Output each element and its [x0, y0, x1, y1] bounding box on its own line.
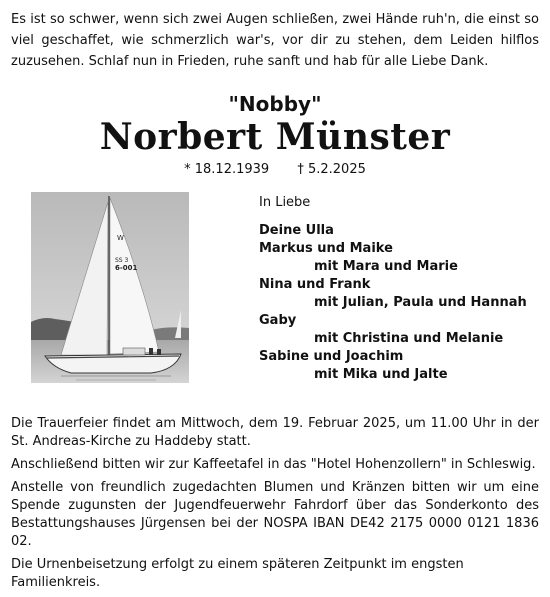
sailboat-photo — [31, 192, 189, 383]
burial-text: Die Urnenbeisetzung erfolgt zu einem späteren Zeitpunkt im engsten Familienkreis. — [11, 557, 464, 590]
mourner-row: Sabine und Joachim — [259, 349, 404, 364]
mourner-row: Gaby — [259, 313, 297, 328]
mourner-row: mit Mika und Jalte — [314, 367, 448, 382]
mourners-heading: In Liebe — [259, 195, 311, 210]
life-dates — [0, 161, 550, 179]
mourner-row: Deine Ulla — [259, 223, 334, 238]
mourner-rows — [259, 222, 529, 384]
deceased-nickname: "Nobby" — [228, 92, 322, 116]
donation-text: Anstelle von freundlich zugedachten Blumen und Kränzen bitten wir um eine Spende zugunsten der Jugendfeuerwehr Fahrdorf über das Sonderkonto des Bestattungshauses Jürgensen bei der NOSPA IBAN DE42 2175 0000 0121 1836 02. — [11, 480, 539, 549]
reception-text: Anschließend bitten wir zur Kaffeetafel in das "Hotel Hohenzollern" in Schleswig. — [11, 457, 536, 472]
deceased-name: Norbert Münster — [99, 116, 451, 158]
mourner-row: mit Mara und Marie — [314, 259, 458, 274]
sail-mark-code: SS 3 — [115, 257, 129, 264]
sail-mark-top: W — [117, 234, 124, 242]
mourner-row: Markus und Maike — [259, 241, 393, 256]
funeral-details — [11, 415, 539, 597]
mourner-row: mit Christina und Melanie — [314, 331, 504, 346]
mourner-row: Nina und Frank — [259, 277, 371, 292]
death-date: † 5.2.2025 — [297, 162, 366, 177]
intro-poem: Es ist so schwer, wenn sich zwei Augen schließen, zwei Hände ruh'n, die einst so viel geschaffet, wie schmerzlich war's, vor dir zu stehen, dem Leiden hilflos zuzusehen. Schlaf nun in Frieden, ruhe sanft und hab für alle Liebe Dank. — [11, 12, 539, 69]
sail-mark-number: 6-001 — [115, 264, 138, 272]
funeral-service-text: Die Trauerfeier findet am Mittwoch, dem 19. Februar 2025, um 11.00 Uhr in der St. Andreas-Kirche zu Haddeby statt. — [11, 416, 539, 449]
mourner-row: mit Julian, Paula und Hannah — [314, 295, 527, 310]
birth-date: * 18.12.1939 — [184, 162, 270, 177]
sailboat-image — [31, 192, 189, 383]
mourners-list — [259, 194, 529, 384]
